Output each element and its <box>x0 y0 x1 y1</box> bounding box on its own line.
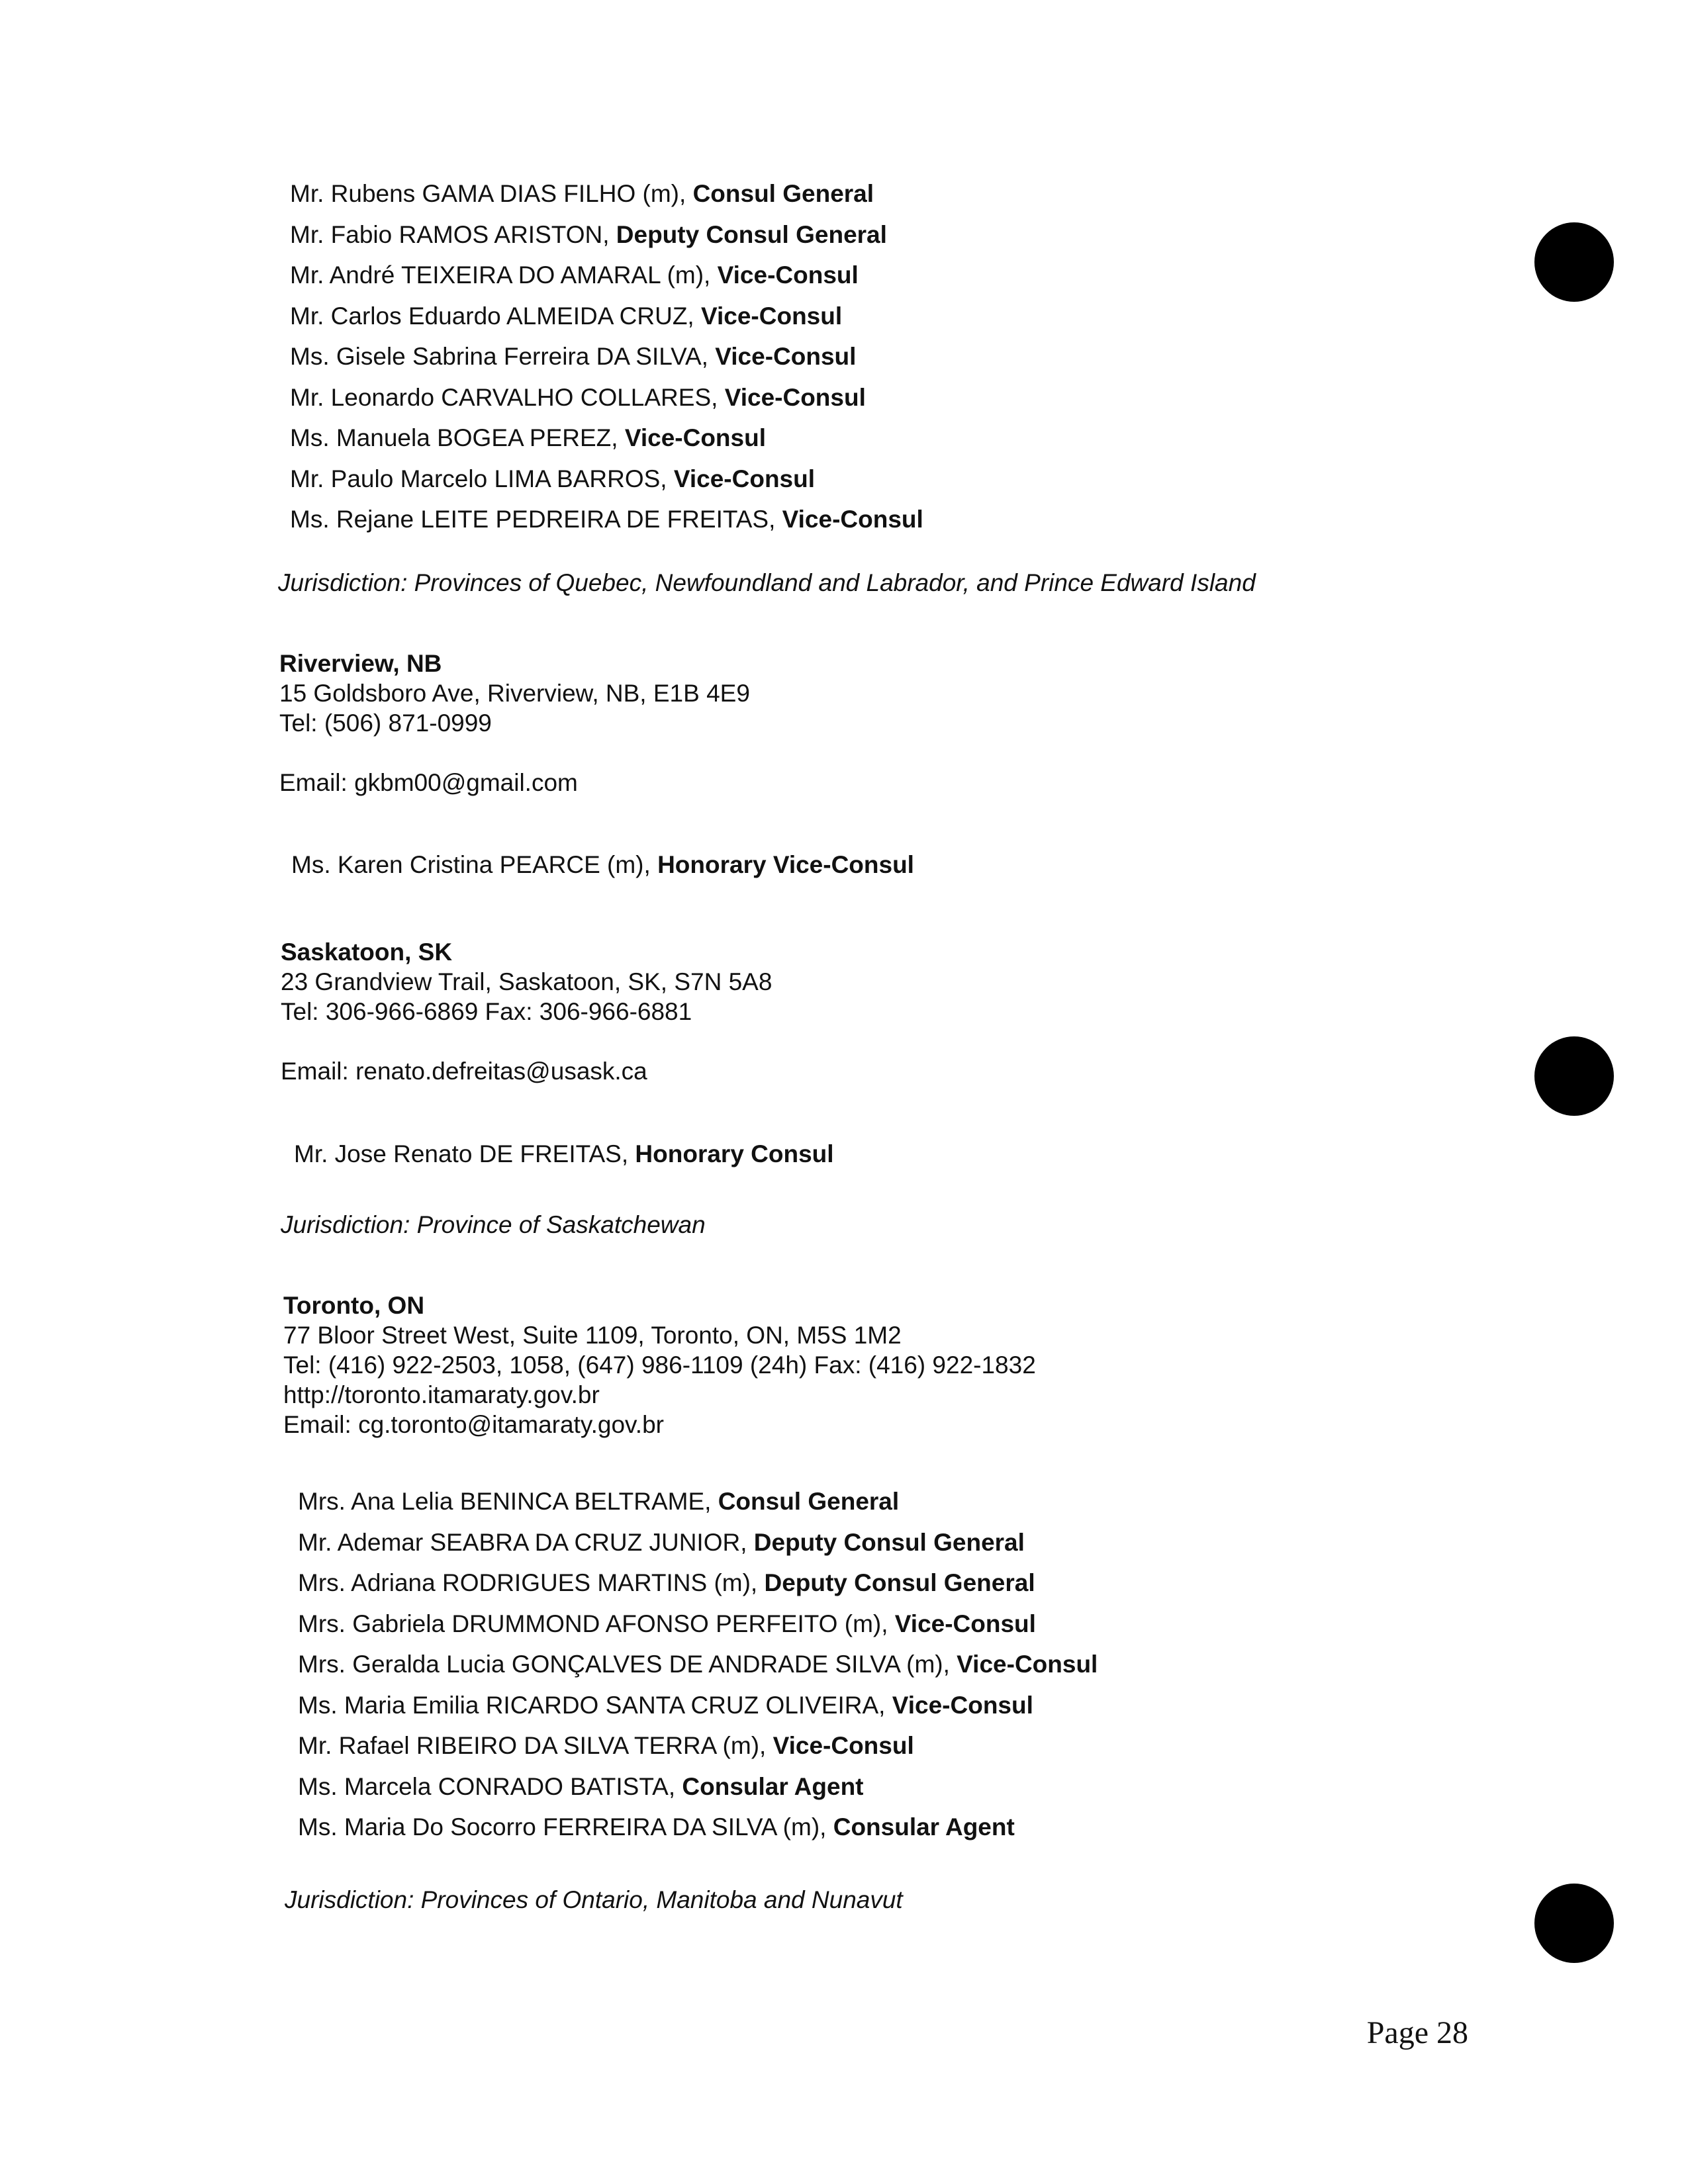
staff-row: Ms. Marcela CONRADO BATISTA, Consular Agent <box>298 1772 864 1800</box>
saskatoon-office <box>281 937 772 1086</box>
staff-row: Mr. Rafael RIBEIRO DA SILVA TERRA (m), Vice-Consul <box>298 1732 914 1759</box>
toronto-staff-list <box>298 1481 1098 1848</box>
toronto-office <box>283 1291 1036 1439</box>
staff-row: Ms. Maria Do Socorro FERREIRA DA SILVA (m), Consular Agent <box>298 1813 1015 1841</box>
office-address: 77 Bloor Street West, Suite 1109, Toronto, ON, M5S 1M2 <box>283 1322 902 1349</box>
office-email: Email: cg.toronto@itamaraty.gov.br <box>283 1411 664 1438</box>
office-city: Riverview, NB <box>279 650 442 677</box>
staff-row: Ms. Gisele Sabrina Ferreira DA SILVA, Vice-Consul <box>290 343 857 370</box>
montreal-staff-list <box>290 173 923 540</box>
office-tel: Tel: (506) 871-0999 <box>279 709 492 737</box>
office-city: Saskatoon, SK <box>281 938 453 966</box>
punch-hole <box>1534 1036 1614 1116</box>
staff-row: Mrs. Adriana RODRIGUES MARTINS (m), Deputy Consul General <box>298 1569 1035 1596</box>
office-tel: Tel: 306-966-6869 Fax: 306-966-6881 <box>281 998 692 1025</box>
office-tel: Tel: (416) 922-2503, 1058, (647) 986-1109 (24h) Fax: (416) 922-1832 <box>283 1351 1036 1379</box>
punch-hole <box>1534 222 1614 302</box>
staff-row: Ms. Rejane LEITE PEDREIRA DE FREITAS, Vice-Consul <box>290 506 923 533</box>
staff-row: Mr. Paulo Marcelo LIMA BARROS, Vice-Consul <box>290 465 816 492</box>
riverview-office <box>279 649 750 797</box>
office-address: 23 Grandview Trail, Saskatoon, SK, S7N 5A8 <box>281 968 773 995</box>
page-number: Page 28 <box>1366 2015 1468 2050</box>
saskatoon-staff-list <box>294 1134 834 1175</box>
staff-row: Mrs. Ana Lelia BENINCA BELTRAME, Consul General <box>298 1488 900 1515</box>
staff-row: Mr. Rubens GAMA DIAS FILHO (m), Consul General <box>290 180 874 207</box>
saskatoon-jurisdiction: Jurisdiction: Province of Saskatchewan <box>281 1211 706 1238</box>
toronto-jurisdiction: Jurisdiction: Provinces of Ontario, Manitoba and Nunavut <box>285 1886 903 1913</box>
staff-row: Mrs. Geralda Lucia GONÇALVES DE ANDRADE SILVA (m), Vice-Consul <box>298 1651 1098 1678</box>
staff-row: Mr. Ademar SEABRA DA CRUZ JUNIOR, Deputy Consul General <box>298 1528 1025 1556</box>
staff-row: Ms. Manuela BOGEA PEREZ, Vice-Consul <box>290 424 766 451</box>
punch-hole <box>1534 1884 1614 1963</box>
staff-row: Mr. Fabio RAMOS ARISTON, Deputy Consul General <box>290 220 887 248</box>
staff-row: Ms. Maria Emilia RICARDO SANTA CRUZ OLIVEIRA, Vice-Consul <box>298 1691 1033 1719</box>
office-email: Email: gkbm00@gmail.com <box>279 769 578 796</box>
staff-row: Mr. Jose Renato DE FREITAS, Honorary Consul <box>294 1140 834 1167</box>
office-address: 15 Goldsboro Ave, Riverview, NB, E1B 4E9 <box>279 680 750 707</box>
office-email: Email: renato.defreitas@usask.ca <box>281 1058 647 1085</box>
staff-row: Mrs. Gabriela DRUMMOND AFONSO PERFEITO (m), Vice-Consul <box>298 1610 1036 1637</box>
staff-row: Mr. André TEIXEIRA DO AMARAL (m), Vice-Consul <box>290 261 859 289</box>
riverview-staff-list <box>291 844 914 886</box>
staff-row: Ms. Karen Cristina PEARCE (m), Honorary Vice-Consul <box>291 851 914 878</box>
montreal-jurisdiction: Jurisdiction: Provinces of Quebec, Newfoundland and Labrador, and Prince Edward Island <box>278 569 1256 596</box>
staff-row: Mr. Carlos Eduardo ALMEIDA CRUZ, Vice-Consul <box>290 302 843 330</box>
staff-row: Mr. Leonardo CARVALHO COLLARES, Vice-Consul <box>290 383 866 411</box>
office-city: Toronto, ON <box>283 1292 425 1319</box>
office-website: http://toronto.itamaraty.gov.br <box>283 1381 600 1408</box>
